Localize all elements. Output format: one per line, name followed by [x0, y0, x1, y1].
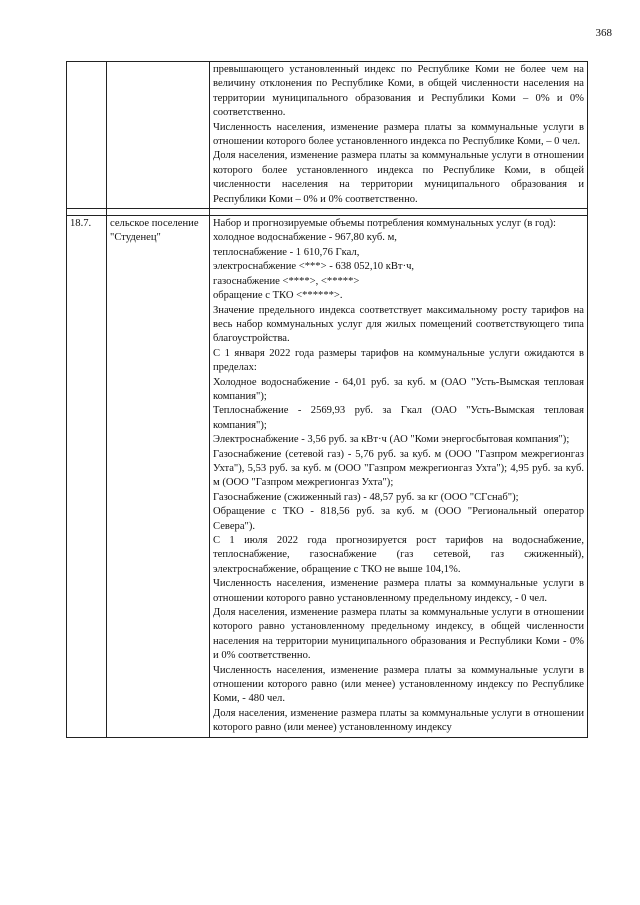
table-row — [67, 62, 588, 209]
paragraph: Значение предельного индекса соответствует максимальному росту тарифов на весь набор коммунальных услуг для жилых помещений соответствующего типа благоустройства. — [213, 304, 584, 345]
paragraph: Теплоснабжение - 2569,93 руб. за Гкал (ОАО "Усть-Вымская тепловая компания"); — [213, 405, 584, 431]
paragraph: Численность населения, изменение размера платы за коммунальные услуги в отношении которого равно установленному предельному индексу, - 0 чел. — [213, 578, 584, 604]
paragraph: Обращение с ТКО - 818,56 руб. за куб. м (ООО "Региональный оператор Севера"). — [213, 506, 584, 532]
paragraph: обращение с ТКО <******>. — [213, 290, 343, 302]
paragraph: Газоснабжение (сетевой газ) - 5,76 руб. за куб. м (ООО "Газпром межрегионгаз Ухта"), 5,53 руб. за куб. м (ООО "Газпром межрегионгаз Ухта"); 4,95 руб. за куб. м (ООО "Газпром межрегионгаз Ухта"); — [213, 448, 584, 489]
description-cell — [210, 216, 588, 738]
paragraph: Электроснабжение - 3,56 руб. за кВт·ч (АО "Коми энергосбытовая компания"); — [213, 434, 570, 446]
paragraph: электроснабжение <***> - 638 052,10 кВт·ч, — [213, 261, 415, 273]
description-cell — [210, 62, 588, 209]
paragraph: Доля населения, изменение размера платы за коммунальные услуги в отношении которого равно (или менее) установленному индексу — [213, 707, 584, 734]
paragraph: Холодное водоснабжение - 64,01 руб. за куб. м (ОАО "Усть-Вымская тепловая компания"); — [213, 376, 584, 402]
paragraph: холодное водоснабжение - 967,80 куб. м, — [213, 232, 397, 244]
paragraph: Газоснабжение (сжиженный газ) - 48,57 руб. за кг (ООО "СГснаб"); — [213, 491, 519, 503]
paragraph: С 1 января 2022 года размеры тарифов на коммунальные услуги ожидаются в пределах: — [213, 347, 584, 374]
table-row — [67, 216, 588, 738]
paragraph: Набор и прогнозируемые объемы потребления коммунальных услуг (в год): — [213, 218, 556, 230]
paragraph: Численность населения, изменение размера платы за коммунальные услуги в отношении которого более установленного индекса по Республике Коми, – 0 чел. — [213, 121, 584, 148]
settlement-cell — [107, 62, 210, 209]
paragraph: С 1 июля 2022 года прогнозируется рост тарифов на водоснабжение, теплоснабжение, газоснабжение (газ сетевой, газ сжиженный), электроснабжение, обращение с ТКО не выше 104,1%. — [213, 535, 584, 575]
paragraph: Доля населения, изменение размера платы за коммунальные услуги в отношении которого равно установленному предельному индексу, в общей численности населения на территории муниципального образования и Республики Коми - 0% и 0% соответственно. — [213, 607, 584, 662]
paragraph: превышающего установленный индекс по Республике Коми не более чем на величину отклонения по Республике Коми, в общей численности населения на территории муниципального образования и Республики Коми – 0% и 0% соответственно. — [213, 64, 584, 119]
tariff-table — [66, 61, 588, 738]
settlement-cell: сельское поселение "Студенец" — [107, 216, 210, 738]
paragraph: газоснабжение <****>, <*****> — [213, 275, 360, 287]
row-number-cell: 18.7. — [67, 216, 107, 738]
row-spacer — [67, 209, 588, 216]
paragraph: Численность населения, изменение размера платы за коммунальные услуги в отношении которого равно (или менее) установленному индексу по Республике Коми, - 480 чел. — [213, 664, 584, 705]
page-number: 368 — [595, 27, 612, 39]
paragraph: теплоснабжение - 1 610,76 Гкал, — [213, 246, 360, 258]
paragraph: Доля населения, изменение размера платы за коммунальные услуги в отношении которого более установленного индекса по Республике Коми, в общей численности населения на территории муниципального образования и Республики Коми – 0% и 0% соответственно. — [213, 150, 584, 205]
row-number-cell — [67, 62, 107, 209]
